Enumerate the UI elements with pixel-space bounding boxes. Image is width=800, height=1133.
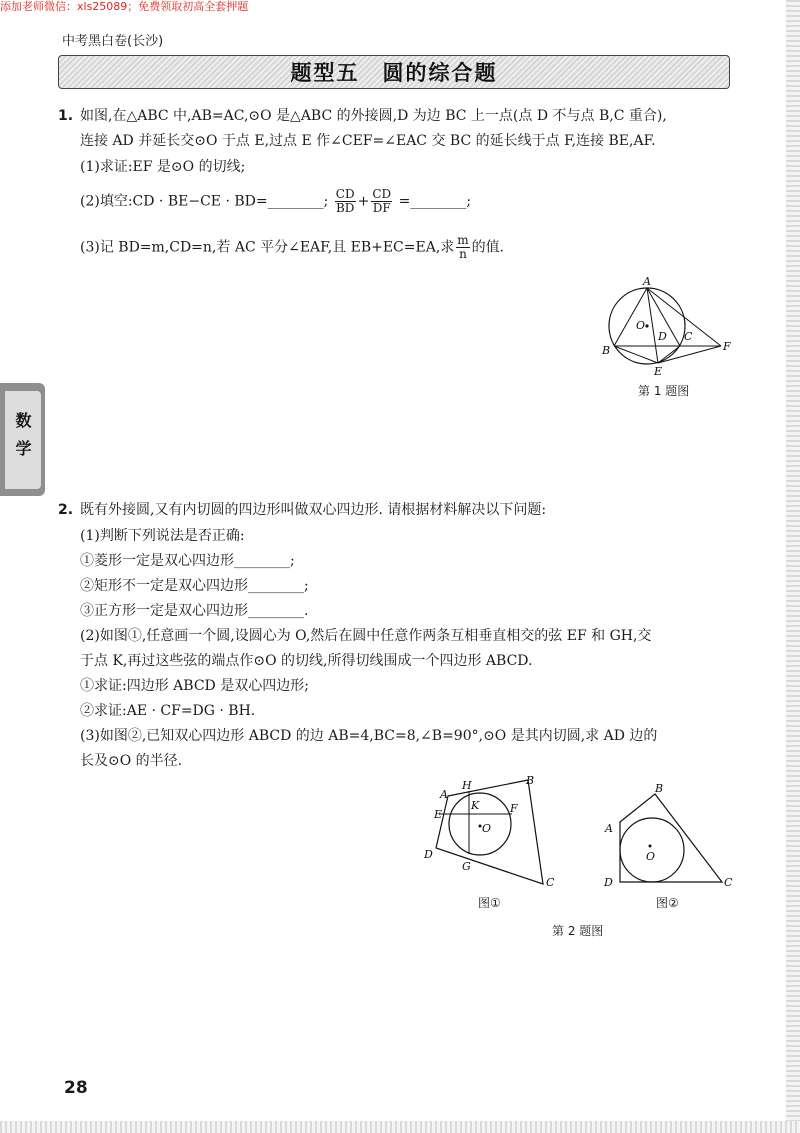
figure-label: E — [434, 808, 443, 821]
fraction-cd-bd — [335, 188, 356, 215]
problem-number: 2. — [58, 502, 74, 518]
figure-label: A — [605, 822, 613, 835]
fraction-numerator: CD — [335, 187, 355, 201]
plus-sign: + — [357, 193, 370, 210]
figure-label: B — [655, 782, 664, 795]
figure-label: K — [471, 799, 480, 812]
figure-label: F — [510, 802, 518, 815]
part-2-proof-2: ②求证:AE · CF=DG · BH. — [80, 703, 256, 719]
figure-2-1-diagram — [418, 772, 568, 892]
part-3-prompt-cont: 长及⊙O 的半径. — [80, 753, 183, 769]
section-title: 题型五 圆的综合题 — [290, 61, 498, 85]
part-2-prompt-cont: 于点 K,再过这些弦的端点作⊙O 的切线,所得切线围成一个四边形 ABCD. — [80, 653, 533, 669]
fraction-denominator: DF — [372, 201, 391, 215]
statement-rhombus: ①菱形一定是双心四边形________; — [80, 553, 295, 569]
figure-label: E — [654, 365, 663, 378]
subject-side-tab — [0, 383, 45, 496]
scan-edge-bottom — [0, 1121, 800, 1133]
problem-2 — [58, 498, 748, 778]
figure-label: F — [723, 340, 731, 353]
scan-edge-right — [786, 0, 800, 1133]
figure-2-2-caption: 图② — [656, 896, 679, 910]
figure-label: O — [482, 822, 492, 835]
figure-label: C — [724, 876, 733, 889]
fraction-denominator: n — [459, 247, 467, 261]
figure-label: B — [602, 344, 611, 357]
part-2-proof-1: ①求证:四边形 ABCD 是双心四边形; — [80, 678, 309, 694]
problem-text-line: 既有外接圆,又有内切圆的四边形叫做双心四边形. 请根据材料解决以下问题: — [80, 502, 547, 518]
watermark-text: 添加老师微信：xls25089；免费领取初高全套押题 — [0, 0, 249, 13]
part-3-prompt — [80, 234, 504, 261]
part-3-text: (3)记 BD=m,CD=n,若 AC 平分∠EAF,且 EB+EC=EA,求 — [80, 239, 455, 256]
figure-label: A — [440, 788, 448, 801]
figure-label: B — [526, 774, 535, 787]
series-header: 中考黑白卷(长沙) — [62, 34, 164, 49]
subject-label: 数学 — [5, 391, 41, 489]
figure-1-caption: 第 1 题图 — [638, 384, 690, 398]
figure-2-2-diagram — [600, 780, 740, 890]
section-banner — [58, 55, 730, 89]
statement-rectangle: ②矩形不一定是双心四边形________; — [80, 578, 309, 594]
part-3-prompt: (3)如图②,已知双心四边形 ABCD 的边 AB=4,BC=8,∠B=90°,⊙O 是其内切圆,求 AD 边的 — [80, 728, 658, 744]
figure-label: D — [658, 330, 667, 343]
figure-2-caption: 第 2 题图 — [552, 924, 604, 938]
figure-label: G — [462, 860, 471, 873]
part-1-prompt: (1)求证:EF 是⊙O 的切线; — [80, 159, 246, 175]
page-number: 28 — [64, 1078, 88, 1098]
fraction-numerator: CD — [372, 187, 392, 201]
fraction-m-n — [456, 234, 469, 261]
problem-number: 1. — [58, 108, 74, 124]
figure-label: O — [636, 319, 646, 332]
figure-label: H — [462, 779, 472, 792]
fill-blank-text: (2)填空:CD · BE−CE · BD=________; — [80, 193, 329, 210]
figure-label: D — [604, 876, 613, 889]
figure-label: D — [424, 848, 433, 861]
part-3-text-end: 的值. — [471, 239, 505, 256]
figure-label: C — [684, 330, 693, 343]
problem-text-line: 连接 AD 并延长交⊙O 于点 E,过点 E 作∠CEF=∠EAC 交 BC 的延长线于点 F,连接 BE,AF. — [80, 133, 656, 149]
part-2-prompt — [80, 188, 471, 215]
figure-label: C — [546, 876, 555, 889]
part-1-prompt: (1)判断下列说法是否正确: — [80, 528, 245, 544]
fill-blank-text: =________; — [398, 193, 472, 210]
part-2-prompt: (2)如图①,任意画一个圆,设圆心为 O,然后在圆中任意作两条互相垂直相交的弦 EF 和 GH,交 — [80, 628, 652, 644]
fraction-numerator: m — [457, 233, 469, 247]
figure-1-diagram — [598, 274, 738, 380]
figure-label: O — [646, 850, 656, 863]
figure-label: A — [643, 275, 651, 288]
figure-2-1-caption: 图① — [478, 896, 501, 910]
statement-square: ③正方形一定是双心四边形________. — [80, 603, 309, 619]
fraction-cd-df — [371, 188, 392, 215]
fraction-denominator: BD — [335, 201, 355, 215]
problem-text-line: 如图,在△ABC 中,AB=AC,⊙O 是△ABC 的外接圆,D 为边 BC 上一点(点 D 不与点 B,C 重合), — [80, 108, 667, 124]
